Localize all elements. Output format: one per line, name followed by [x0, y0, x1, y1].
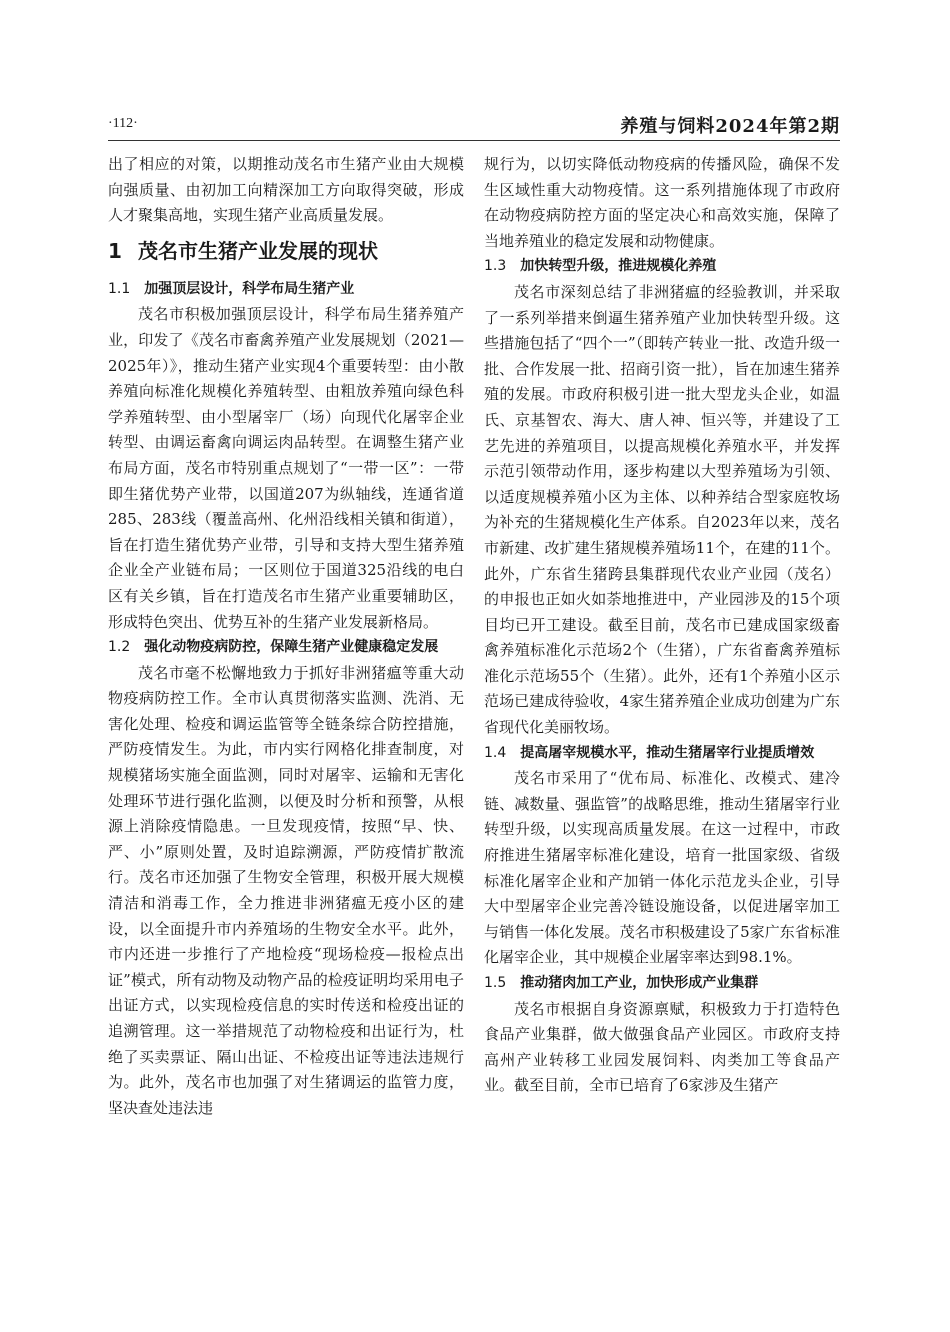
- subsection-heading: [108, 635, 464, 661]
- subsection-title: 强化动物疫病防控，保障生猪产业健康稳定发展: [144, 639, 439, 656]
- subsection-heading: [108, 277, 464, 303]
- paragraph: 茂名市根据自身资源禀赋，积极致力于打造特色食品产业集群，做大做强食品产业园区。市政府支持高州产业转移工业园发展饲料、肉类加工等食品产业。截至目前，全市已培育了6家涉及生猪产: [484, 999, 840, 1095]
- subsection-number: 1.4: [484, 744, 507, 761]
- subsection-heading: [484, 741, 840, 767]
- subsection-title: 加强顶层设计，科学布局生猪产业: [144, 280, 355, 297]
- subsection-heading: [484, 971, 840, 997]
- paragraph: 规行为，以切实降低动物疫病的传播风险，确保不发生区域性重大动物疫情。这一系列措施体现了市政府在动物疫病防控方面的坚定决心和高效实施，保障了当地养殖业的稳定发展和动物健康。: [484, 155, 840, 250]
- paragraph: 茂名市毫不松懈地致力于抓好非洲猪瘟等重大动物疫病防控工作。全市认真贯彻落实监测、洗消、无害化处理、检疫和调运监管等全链条综合防控措施，严防疫情发生。为此，市内实行网格化排查制度，对规模猪场实施全面监测，同时对屠宰、运输和无害化处理环节进行强化监测，以便及时分析和预警，从根源上消除疫情隐患。一旦发现疫情，按照“早、快、严、小”原则处置，及时追踪溯源，严防疫情扩散流行。茂名市还加强了生物安全管理，积极开展大规模清洁和消毒工作，全力推进非洲猪瘟无疫小区的建设，以全面提升市内养殖场的生物安全水平。此外，市内还进一步推行了产地检疫“现场检疫—报检点出证”模式，所有动物及动物产品的检疫证明均采用电子出证方式，以实现检疫信息的实时传送和检疫出证的追溯管理。这一举措规范了动物检疫和出证行为，杜绝了买卖票证、隔山出证、不检疫出证等违法违规行为。此外，茂名市也加强了对生猪调运的监管力度，坚决查处违法违: [108, 663, 464, 1117]
- section-title: 茂名市生猪产业发展的现状: [138, 238, 378, 263]
- section-heading: [108, 237, 464, 265]
- subsection-heading: [484, 254, 840, 280]
- subsection-number: 1.1: [108, 280, 131, 297]
- header-rule: [108, 140, 840, 141]
- journal-title: 养殖与饲料2024年第2期: [620, 116, 840, 137]
- running-header: [108, 112, 840, 136]
- paragraph: 茂名市采用了“优布局、标准化、改模式、建冷链、减数量、强监管”的战略思维，推动生猪屠宰行业转型升级，以实现高质量发展。在这一过程中，市政府推进生猪屠宰标准化建设，培育一批国家级、省级标准化屠宰企业和产加销一体化示范龙头企业，引导大中型屠宰企业完善冷链设施设备，以促进屠宰加工与销售一体化发展。茂名市积极建设了5家广东省标准化屠宰企业，其中规模企业屠宰率达到98.1%。: [484, 769, 840, 967]
- subsection-title: 推动猪肉加工产业，加快形成产业集群: [520, 975, 759, 991]
- paragraph: 茂名市积极加强顶层设计，科学布局生猪养殖产业，印发了《茂名市畜禽养殖产业发展规划（2021—2025年）》，推动生猪产业实现4个重要转型：由小散养殖向标准化规模化养殖转型、由粗放养殖向绿色科学养殖转型、由小型屠宰厂（场）向现代化屠宰企业转型、由调运畜禽向调运肉品转型。在调整生猪产业布局方面，茂名市特别重点规划了“一带一区”：一带即生猪优势产业带，以国道207为纵轴线，连通省道285、283线（覆盖高州、化州沿线相关镇和街道），旨在打造生猪优势产业带，引导和支持大型生猪养殖企业全产业链布局；一区则位于国道325沿线的电白区有关乡镇，旨在打造茂名市生猪产业重要辅助区，形成特色突出、优势互补的生猪产业发展新格局。: [108, 305, 464, 631]
- page-number: ·112·: [108, 116, 138, 131]
- paragraph: 出了相应的对策，以期推动茂名市生猪产业由大规模向强质量、由初加工向精深加工方向取得突破，形成人才聚集高地，实现生猪产业高质量发展。: [108, 155, 464, 225]
- subsection-number: 1.5: [484, 975, 507, 991]
- subsection-number: 1.2: [108, 639, 131, 656]
- left-column: [108, 152, 464, 1121]
- subsection-title: 提高屠宰规模水平，推动生猪屠宰行业提质增效: [520, 744, 815, 761]
- section-number: 1: [108, 238, 122, 263]
- right-column: [484, 152, 840, 1099]
- paragraph: 茂名市深刻总结了非洲猪瘟的经验教训，并采取了一系列举措来倒逼生猪养殖产业加快转型升级。这些措施包括了“四个一”（即转产转业一批、改造升级一批、合作发展一批、招商引资一批），旨在加速生猪养殖的发展。市政府积极引进一批大型龙头企业，如温氏、京基智农、海大、唐人神、恒兴等，并建设了工艺先进的养殖项目，以提高规模化养殖水平，并发挥示范引领带动作用，逐步构建以大型养殖场为引领、以适度规模养殖小区为主体、以种养结合型家庭牧场为补充的生猪规模化生产体系。自2023年以来，茂名市新建、改扩建生猪规模养殖场11个，在建的11个。此外，广东省生猪跨县集群现代农业产业园（茂名）的申报也正如火如荼地推进中，产业园涉及的15个项目均已开工建设。截至目前，茂名市已建成国家级畜禽养殖标准化示范场2个（生猪），广东省畜禽养殖标准化示范场55个（生猪）。此外，还有1个养殖小区示范场已建成待验收，4家生猪养殖企业成功创建为广东省现代化美丽牧场。: [484, 282, 840, 737]
- subsection-title: 加快转型升级，推进规模化养殖: [520, 258, 717, 275]
- subsection-number: 1.3: [484, 258, 507, 275]
